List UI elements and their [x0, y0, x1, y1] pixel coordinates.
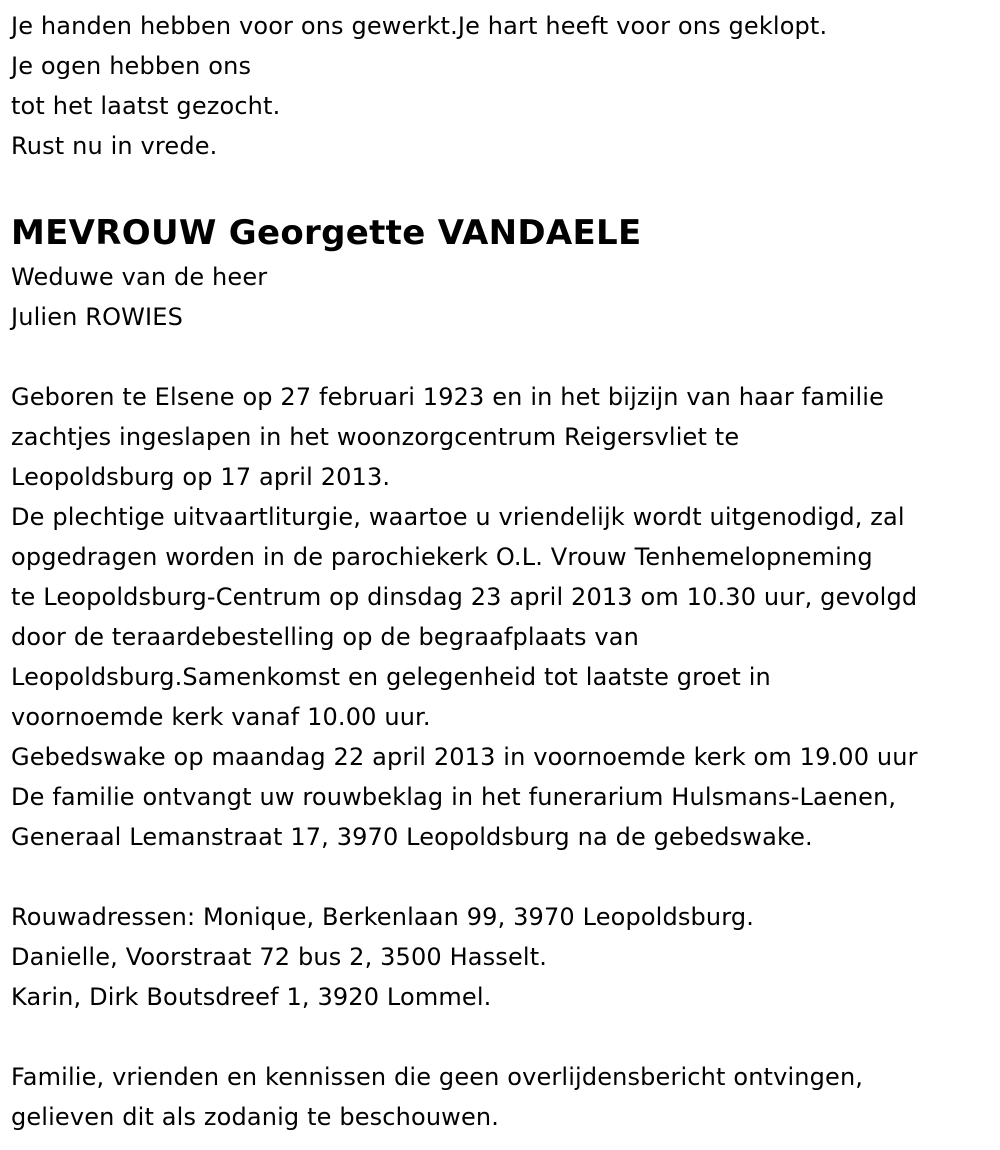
address-line: Danielle, Voorstraat 72 bus 2, 3500 Hasselt. — [11, 943, 548, 971]
announcement-line: Leopoldsburg.Samenkomst en gelegenheid tot laatste groet in — [11, 663, 771, 691]
announcement-line: door de teraardebestelling op de begraafplaats van — [11, 623, 640, 651]
closing-line: Familie, vrienden en kennissen die geen overlijdensbericht ontvingen, — [11, 1063, 864, 1091]
relation — [11, 257, 996, 337]
closing-note — [11, 1057, 996, 1137]
mourning-addresses — [11, 897, 996, 1017]
announcement-line: opgedragen worden in de parochiekerk O.L. Vrouw Tenhemelopneming — [11, 543, 873, 571]
announcement-line: Geboren te Elsene op 27 februari 1923 en in het bijzijn van haar familie — [11, 383, 885, 411]
announcement-line: Generaal Lemanstraat 17, 3970 Leopoldsburg na de gebedswake. — [11, 823, 813, 851]
announcement-line: De plechtige uitvaartliturgie, waartoe u vriendelijk wordt uitgenodigd, zal — [11, 503, 905, 531]
obituary-notice — [11, 6, 996, 1137]
spacer — [11, 1017, 996, 1057]
announcement-line: De familie ontvangt uw rouwbeklag in het funerarium Hulsmans-Laenen, — [11, 783, 897, 811]
announcement-text — [11, 377, 996, 857]
relation-line: Julien ROWIES — [11, 303, 183, 331]
poem-line: tot het laatst gezocht. — [11, 92, 281, 120]
announcement-line: Leopoldsburg op 17 april 2013. — [11, 463, 391, 491]
announcement-line: zachtjes ingeslapen in het woonzorgcentrum Reigersvliet te — [11, 423, 740, 451]
poem-line: Rust nu in vrede. — [11, 132, 218, 160]
spacer — [11, 857, 996, 897]
address-line: Karin, Dirk Boutsdreef 1, 3920 Lommel. — [11, 983, 492, 1011]
poem — [11, 6, 996, 166]
closing-line: gelieven dit als zodanig te beschouwen. — [11, 1103, 500, 1131]
poem-line: Je ogen hebben ons — [11, 52, 252, 80]
announcement-line: te Leopoldsburg-Centrum op dinsdag 23 april 2013 om 10.30 uur, gevolgd — [11, 583, 918, 611]
announcement-line: voornoemde kerk vanaf 10.00 uur. — [11, 703, 431, 731]
spacer — [11, 166, 996, 209]
announcement-line: Gebedswake op maandag 22 april 2013 in voornoemde kerk om 19.00 uur — [11, 743, 918, 771]
spacer — [11, 337, 996, 377]
relation-line: Weduwe van de heer — [11, 263, 268, 291]
deceased-name: MEVROUW Georgette VANDAELE — [11, 213, 642, 253]
poem-line: Je handen hebben voor ons gewerkt.Je hart heeft voor ons geklopt. — [11, 12, 828, 40]
address-line: Rouwadressen: Monique, Berkenlaan 99, 3970 Leopoldsburg. — [11, 903, 755, 931]
